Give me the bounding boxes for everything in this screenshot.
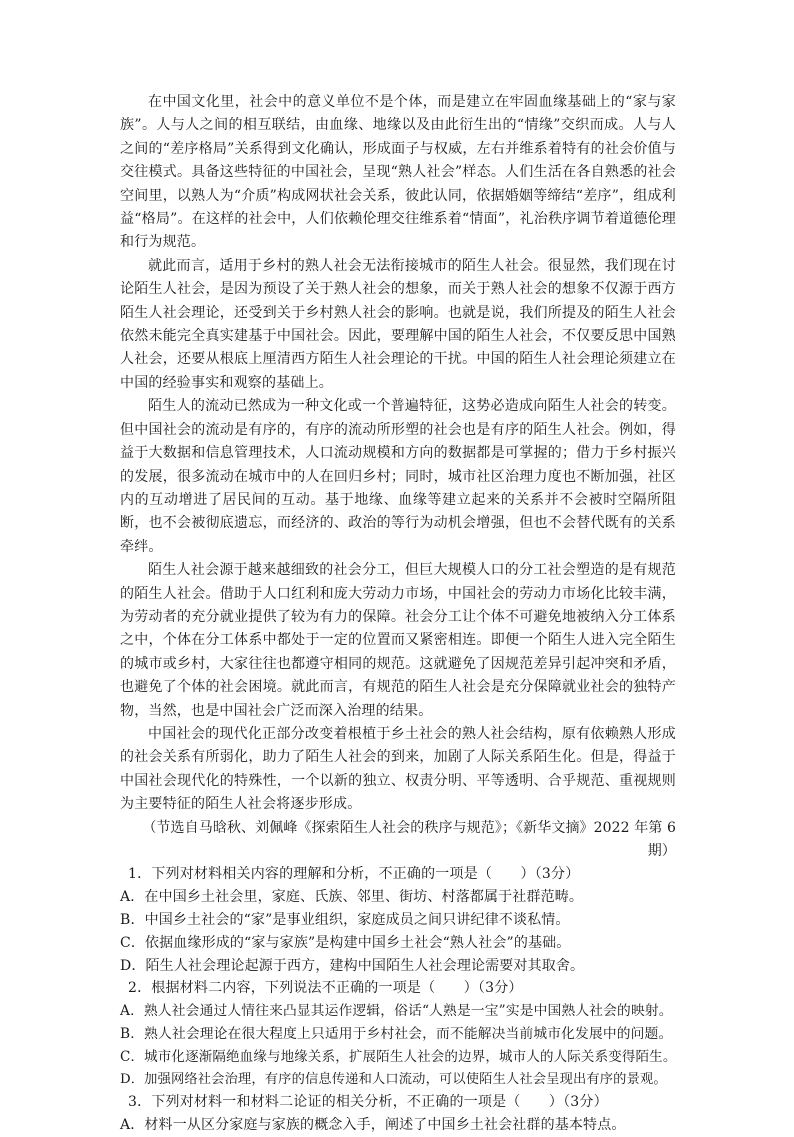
option-c: C．依据血缘形成的“家与家族”是构建中国乡土社会“熟人社会”的基础。 [120,934,571,951]
passage-paragraph-2: 就此而言，适用于乡村的熟人社会无法衔接城市的陌生人社会。很显然，我们现在讨论陌生人社会，是因为预设了关于熟人社会的想象，而关于熟人社会的想象不仅源于西方陌生人社会理论，还受到关于乡村熟人社会的影响。也就是说，我们所提及的陌生人社会依然未能完全真实建基于中国社会。因此，要理解中国的陌生人社会，不仅要反思中国熟人社会，还要从根底上厘清西方陌生人社会理论的干扰。中国的陌生人社会理论须建立在中国的经验事实和观察的基础上。 [120,257,676,391]
question-stem: 2．根据材料二内容，下列说法不正确的一项是（ ）（3分） [128,980,523,997]
option-a: A．在中国乡土社会里，家庭、氏族、邻里、街坊、村落都属于社群范畴。 [120,889,584,906]
passage [120,91,676,863]
option-a: A．熟人社会通过人情往来凸显其运作逻辑，俗话“人熟是一宝”实是中国熟人社会的映射。 [120,1003,673,1020]
option-b: B．中国乡土社会的“家”是事业组织，家庭成员之间只讲纪律不谈私情。 [120,912,570,928]
question-stem: 3．下列对材料一和材料二论证的相关分析，不正确的一项是（ ）（3分） [128,1094,608,1111]
question-3 [120,1091,676,1137]
passage-paragraph-4: 陌生人社会源于越来越细致的社会分工，但巨大规模人口的分工社会塑造的是有规范的陌生人社会。借助于人口红利和庞大劳动力市场，中国社会的劳动力市场化比较丰满，为劳动者的充分就业提供了较为有力的保障。社会分工让个体不可避免地被纳入分工体系之中，个体在分工体系中都处于一定的位置而又紧密相连。即便一个陌生人进入完全陌生的城市或乡村，大家往往也都遵守相同的规范。这就避免了因规范差异引起冲突和矛盾，也避免了个体的社会困境。就此而言，有规范的陌生人社会是充分保障就业社会的独特产物，当然，也是中国社会广泛而深入治理的结果。 [120,562,676,719]
page-content [120,91,676,1137]
passage-paragraph-3: 陌生人的流动已然成为一种文化或一个普遍特征，这势必造成向陌生人社会的转变。但中国社会的流动是有序的，有序的流动所形塑的社会也是有序的陌生人社会。例如，得益于大数据和信息管理技术，人口流动规模和方向的数据都是可掌握的；借力于乡村振兴的发展，很多流动在城市中的人在回归乡村；同时，城市社区治理力度也不断加强，社区内的互动增进了居民间的互动。基于地缘、血缘等建立起来的关系并不会被时空隔所阻断，也不会被彻底遗忘，而经济的、政治的等行为动机会增强，但也不会替代既有的关系牵绊。 [120,398,676,555]
option-d: D．陌生人社会理论起源于西方，建构中国陌生人社会理论需要对其取舍。 [120,957,585,974]
passage-source-citation: （节选自马晗秋、刘佩峰《探索陌生人社会的秩序与规范》；《新华文摘》2022 年第 6 期） [142,819,676,859]
option-c: C．城市化逐渐隔绝血缘与地缘关系，扩展陌生人社会的边界，城市人的人际关系变得陌生。 [120,1048,677,1065]
question-1 [120,863,676,977]
option-b: B．熟人社会理论在很大程度上只适用于乡村社会，而不能解决当前城市化发展中的问题。 [120,1025,673,1042]
passage-paragraph-5: 中国社会的现代化正部分改变着根植于乡土社会的熟人社会结构，原有依赖熟人形成的社会关系有所弱化，助力了陌生人社会的到来，加剧了人际关系陌生化。但是，得益于中国社会现代化的特殊性，一个以新的独立、权责分明、平等透明、合乎规范、重视规则为主要特征的陌生人社会将逐步形成。 [120,725,676,813]
question-stem: 1．下列对材料相关内容的理解和分析，不正确的一项是（ ）（3分） [128,866,580,883]
option-a: A．材料一从区分家庭与家族的概念入手，阐述了中国乡土社会社群的基本特点。 [120,1117,626,1134]
option-d: D．加强网络社会治理，有序的信息传递和人口流动，可以使陌生人社会呈现出有序的景观。 [120,1071,667,1087]
passage-paragraph-1: 在中国文化里，社会中的意义单位不是个体，而是建立在牢固血缘基础上的“家与家族”。人与人之间的相互联结，由血缘、地缘以及由此衍生出的“情缘”交织而成。人与人之间的“差序格局”关系得到文化确认，形成面子与权威，左右并维系着特有的社会价值与交往模式。具备这些特征的中国社会，呈现“熟人社会”样态。人们生活在各自熟悉的社会空间里，以熟人为“介质”构成网状社会关系，彼此认同，依据婚姻等缔结“差序”，组成利益“格局”。在这样的社会中，人们依赖伦理交往维系着“情面”，礼治秩序调节着道德伦理和行为规范。 [120,94,676,251]
question-2 [120,977,676,1091]
